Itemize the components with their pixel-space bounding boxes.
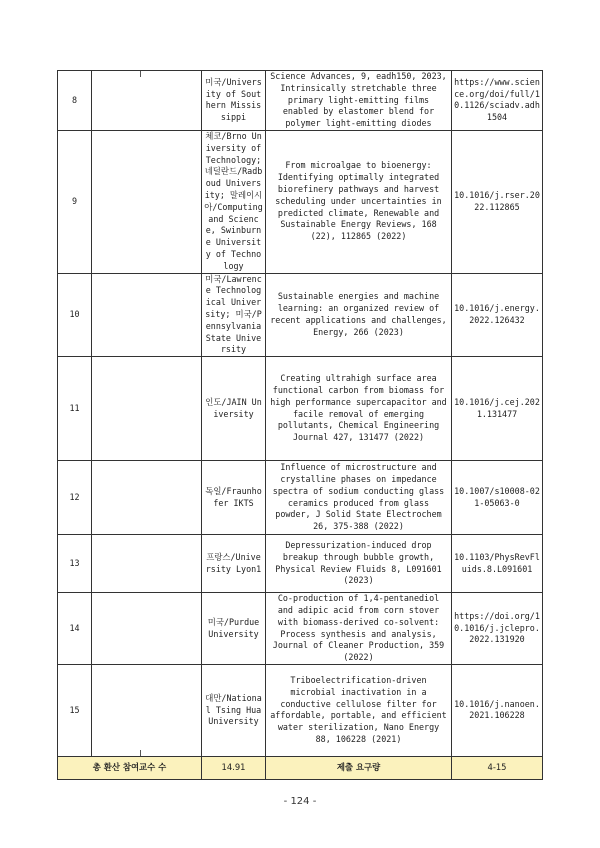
doi-cell: 10.1016/j.nanoen.2021.106228 (452, 664, 543, 756)
affiliation-cell: 미국/Purdue University (202, 593, 266, 665)
paper-cell: From microalgae to bioenergy: Identifying optimally integrated biorefinery pathways and harvest scheduling under uncertainties in predicted climate, Renewable and Sustainable Energy Reviews, 168 (22), 112865 (2022) (266, 130, 452, 273)
page-number: - 124 - (283, 796, 317, 807)
affiliation-cell: 체코/Brno University of Technology; 네덜란드/Radboud University; 말레이시아/Computing and Science, Swinburne University of Technology (202, 130, 266, 273)
row-number: 13 (58, 535, 92, 593)
blank-cell (92, 71, 202, 131)
blank-cell (92, 130, 202, 273)
blank-cell (92, 273, 202, 357)
affiliation-cell: 인도/JAIN University (202, 357, 266, 461)
table-row (58, 664, 543, 756)
row-number: 12 (58, 461, 92, 535)
row-number: 9 (58, 130, 92, 273)
table-row (58, 130, 543, 273)
blank-cell (92, 593, 202, 665)
cell-tick-mark (140, 71, 141, 77)
row-number: 8 (58, 71, 92, 131)
blank-cell (92, 461, 202, 535)
requirement-value: 4-15 (452, 756, 543, 779)
paper-cell: Triboelectrification-driven microbial inactivation in a conductive cellulose filter for affordable, portable, and efficient water sterilization, Nano Energy 88, 106228 (2021) (266, 664, 452, 756)
doi-cell: 10.1103/PhysRevFluids.8.L091601 (452, 535, 543, 593)
total-professors-label: 총 환산 참여교수 수 (58, 756, 202, 779)
table-row (58, 593, 543, 665)
row-number: 11 (58, 357, 92, 461)
table-row (58, 535, 543, 593)
paper-cell: Co-production of 1,4-pentanediol and adipic acid from corn stover with biomass-derived co-solvent: Process synthesis and analysis, Journal of Cleaner Production, 359 (2022) (266, 593, 452, 665)
affiliation-cell: 미국/Lawrence Technological University; 미국/Pennsylvania State University (202, 273, 266, 357)
total-professors-value: 14.91 (202, 756, 266, 779)
row-number: 14 (58, 593, 92, 665)
doi-cell: 10.1007/s10008-021-05063-0 (452, 461, 543, 535)
cell-tick-mark (140, 750, 141, 756)
blank-cell (92, 535, 202, 593)
paper-cell: Science Advances, 9, eadh150, 2023, Intrinsically stretchable three primary light-emitting films enabled by elastomer blend for polymer light-emitting diodes (266, 71, 452, 131)
paper-cell: Influence of microstructure and crystalline phases on impedance spectra of sodium conducting glass ceramics produced from glass powder, J Solid State Electrochem 26, 375-388 (2022) (266, 461, 452, 535)
affiliation-cell: 독일/Fraunhofer IKTS (202, 461, 266, 535)
paper-cell: Sustainable energies and machine learning: an organized review of recent applications and challenges, Energy, 266 (2023) (266, 273, 452, 357)
affiliation-cell: 대만/National Tsing Hua University (202, 664, 266, 756)
doi-cell: 10.1016/j.energy.2022.126432 (452, 273, 543, 357)
doi-cell: https://doi.org/10.1016/j.jclepro.2022.131920 (452, 593, 543, 665)
paper-cell: Depressurization-induced drop breakup through bubble growth, Physical Review Fluids 8, L091601 (2023) (266, 535, 452, 593)
row-number: 15 (58, 664, 92, 756)
publication-table (57, 70, 543, 780)
doi-cell: https://www.science.org/doi/full/10.1126/sciadv.adh1504 (452, 71, 543, 131)
summary-row (58, 756, 543, 779)
requirement-label: 제출 요구량 (266, 756, 452, 779)
paper-cell: Creating ultrahigh surface area functional carbon from biomass for high performance supercapacitor and facile removal of emerging pollutants, Chemical Engineering Journal 427, 131477 (2022) (266, 357, 452, 461)
affiliation-cell: 미국/University of Southern Mississippi (202, 71, 266, 131)
table-row (58, 461, 543, 535)
affiliation-cell: 프랑스/University Lyon1 (202, 535, 266, 593)
doi-cell: 10.1016/j.cej.2021.131477 (452, 357, 543, 461)
doi-cell: 10.1016/j.rser.2022.112865 (452, 130, 543, 273)
row-number: 10 (58, 273, 92, 357)
table-row (58, 357, 543, 461)
blank-cell (92, 357, 202, 461)
table-row (58, 273, 543, 357)
blank-cell (92, 664, 202, 756)
table-row (58, 71, 543, 131)
